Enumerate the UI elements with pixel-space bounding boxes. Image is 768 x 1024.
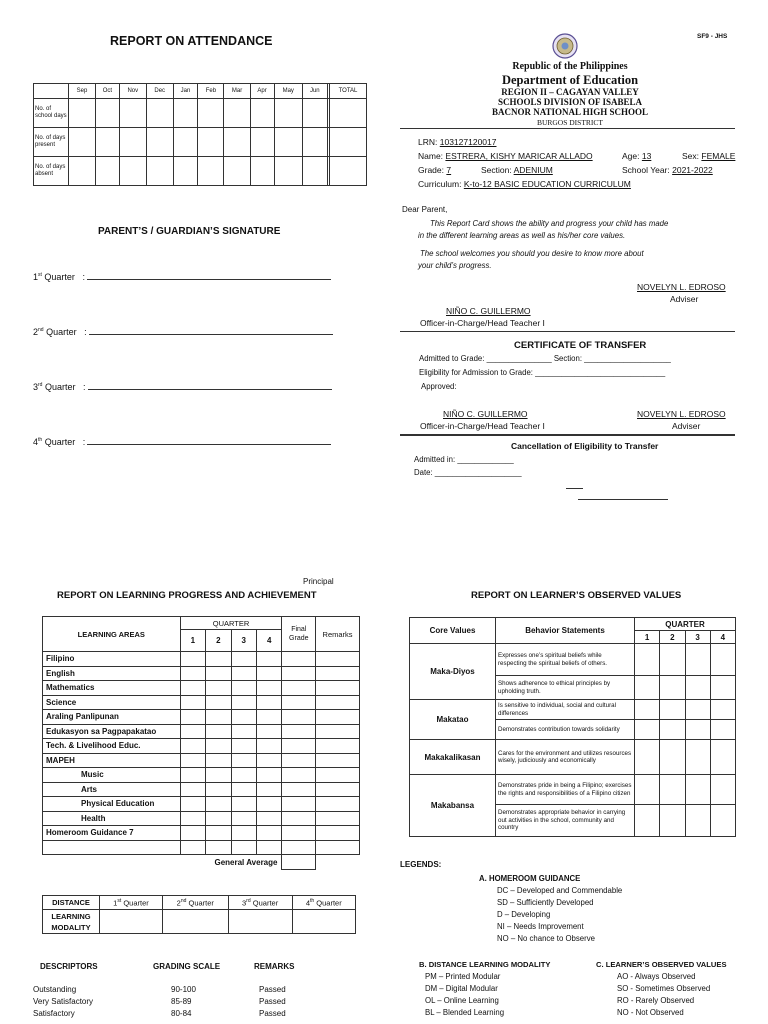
grade-remark: Passed	[259, 997, 286, 1006]
table-row: Science	[43, 695, 360, 710]
adviser-role: Adviser	[670, 294, 699, 304]
signature-line-q2[interactable]: 2nd Quarter :	[33, 327, 333, 337]
letter-line: in the different learning areas as well as his/her core values.	[418, 231, 626, 240]
attendance-row-label: No. of days absent	[34, 157, 69, 186]
month-header: Jun	[302, 84, 327, 99]
letter-line: The school welcomes you should you desire to know more about	[420, 249, 644, 258]
attendance-row-label: No. of days present	[34, 128, 69, 157]
table-row: Music	[43, 768, 360, 783]
general-average-row: General Average	[43, 855, 360, 870]
table-row: Filipino	[43, 652, 360, 667]
header-core-values: Core Values	[410, 618, 496, 644]
modality-q3: 3rd Quarter	[228, 896, 292, 910]
attendance-row-label: No. of school days	[34, 99, 69, 128]
parent-signature-title: PARENT’S / GUARDIAN’S SIGNATURE	[98, 226, 281, 237]
attendance-table	[33, 83, 367, 186]
table-row	[43, 840, 360, 855]
legend-a-title: A. HOMEROOM GUIDANCE	[479, 874, 581, 883]
behavior-statement: Is sensitive to individual, social and cultural differences	[496, 700, 635, 720]
behavior-statement: Demonstrates contribution towards solidarity	[496, 720, 635, 740]
behavior-statement: Shows adherence to ethical principles by upholding truth.	[496, 676, 635, 700]
school-line: BACNOR NATIONAL HIGH SCHOOL	[491, 107, 649, 117]
core-value: Maka-Diyos	[410, 644, 496, 700]
grade-remark: Passed	[259, 1009, 286, 1018]
header-grading-scale: GRADING SCALE	[153, 962, 221, 971]
quarter-col: 2	[660, 631, 685, 644]
signature-line-q3[interactable]: 3rd Quarter :	[33, 382, 332, 392]
principal-label: Principal	[303, 577, 334, 586]
cancel-date: Date: ____________________	[414, 468, 522, 477]
legend-item: AO - Always Observed	[617, 972, 696, 981]
legend-item: NO – No chance to Observe	[497, 934, 595, 943]
modality-table	[42, 895, 356, 934]
quarter-col: 2	[206, 630, 231, 652]
age-field: Age: 13	[622, 151, 652, 161]
department-line: Department of Education	[501, 73, 639, 87]
behavior-statement: Cares for the environment and utilizes resources wisely, judiciously and economically	[496, 740, 635, 775]
legend-item: PM – Printed Modular	[425, 972, 501, 981]
head-role: Officer-in-Charge/Head Teacher I	[420, 318, 545, 328]
modality-q4: 4th Quarter	[292, 896, 355, 910]
school-year-field: School Year: 2021-2022	[622, 165, 713, 175]
signature-line	[578, 499, 668, 500]
header-descriptors: DESCRIPTORS	[40, 962, 98, 971]
header-remarks: REMARKS	[254, 962, 295, 971]
quarter-col: 4	[710, 631, 735, 644]
divider	[400, 128, 735, 129]
table-row: Araling Panlipunan	[43, 710, 360, 725]
values-title: REPORT ON LEARNER’S OBSERVED VALUES	[471, 590, 682, 601]
month-header: Dec	[146, 84, 173, 99]
modality-cell[interactable]	[228, 910, 292, 934]
signature-line-q4[interactable]: 4th Quarter :	[33, 437, 331, 447]
signature-line	[566, 488, 583, 489]
table-row: MAPEH	[43, 753, 360, 768]
legend-item: SO - Sometimes Observed	[617, 984, 711, 993]
form-code: SF9 - JHS	[697, 33, 728, 40]
quarter-col: 4	[257, 630, 282, 652]
modality-cell[interactable]	[100, 910, 163, 934]
legend-c-title: C. LEARNER’S OBSERVED VALUES	[596, 960, 727, 969]
letter-line: your child’s progress.	[418, 261, 492, 270]
modality-label: DISTANCE	[43, 896, 100, 910]
header-behavior: Behavior Statements	[496, 618, 635, 644]
quarter-col: 1	[635, 631, 660, 644]
month-header: Apr	[250, 84, 274, 99]
attendance-title: REPORT ON ATTENDANCE	[110, 34, 273, 48]
table-row: English	[43, 666, 360, 681]
legend-item: NO - Not Observed	[617, 1008, 684, 1017]
header-remarks: Remarks	[316, 617, 360, 652]
learning-title: REPORT ON LEARNING PROGRESS AND ACHIEVEMENT	[57, 590, 317, 601]
legend-item: SD – Sufficiently Developed	[497, 898, 594, 907]
name-field: Name: ESTRERA, KISHY MARICAR ALLADO	[418, 151, 593, 161]
legend-item: NI – Needs Improvement	[497, 922, 584, 931]
transfer-title: CERTIFICATE OF TRANSFER	[514, 340, 647, 351]
modality-q1: 1st Quarter	[100, 896, 163, 910]
division-line: SCHOOLS DIVISION OF ISABELA	[498, 97, 642, 107]
month-header: Feb	[198, 84, 224, 99]
adviser-role: Adviser	[672, 421, 701, 431]
month-header: Mar	[224, 84, 250, 99]
header-quarter: QUARTER	[180, 617, 282, 630]
header-quarter: QUARTER	[635, 618, 736, 631]
core-value: Makatao	[410, 700, 496, 740]
legend-item: DM – Digital Modular	[425, 984, 498, 993]
head-name: NIÑO C. GUILLERMO	[446, 306, 531, 316]
month-header: May	[274, 84, 302, 99]
legend-item: BL – Blended Learning	[425, 1008, 505, 1017]
quarter-col: 3	[231, 630, 256, 652]
legend-item: DC – Developed and Commendable	[497, 886, 623, 895]
cancel-admitted: Admitted in: _____________	[414, 455, 514, 464]
divider	[400, 434, 735, 436]
transfer-approved: Approved:	[421, 382, 457, 391]
month-header: Oct	[95, 84, 119, 99]
divider	[400, 331, 735, 332]
table-row: Tech. & Livelihood Educ.	[43, 739, 360, 754]
grade-field: Grade: 7	[418, 165, 452, 175]
behavior-statement: Demonstrates pride in being a Filipino; exercises the rights and responsibilities of a Filipino citizen	[496, 775, 635, 805]
district-line: BURGOS DISTRICT	[536, 118, 604, 127]
grade-remark: Passed	[259, 985, 286, 994]
grade-descriptor: Very Satisfactory	[33, 997, 94, 1006]
modality-label: LEARNING MODALITY	[43, 910, 100, 934]
grade-descriptor: Satisfactory	[33, 1009, 75, 1018]
behavior-statement: Demonstrates appropriate behavior in carrying out activities in the school, community and country	[496, 805, 635, 837]
legend-item: RO - Rarely Observed	[617, 996, 695, 1005]
header-learning-areas: LEARNING AREAS	[43, 617, 181, 652]
learning-table	[42, 616, 360, 870]
table-row: Edukasyon sa Pagpapakatao	[43, 724, 360, 739]
table-row: Mathematics	[43, 681, 360, 696]
sex-field: Sex: FEMALE	[682, 151, 736, 161]
quarter-col: 1	[180, 630, 205, 652]
core-value: Makakalikasan	[410, 740, 496, 775]
cancel-title: Cancellation of Eligibility to Transfer	[511, 441, 659, 451]
values-table	[409, 617, 736, 837]
grade-descriptor: Outstanding	[33, 985, 77, 994]
month-header: TOTAL	[330, 84, 367, 99]
republic-line: Republic of the Philippines	[512, 61, 628, 72]
signature-line-q1[interactable]: 1st Quarter :	[33, 272, 331, 282]
modality-q2: 2nd Quarter	[162, 896, 228, 910]
section-field: Section: ADENIUM	[481, 165, 553, 175]
adviser-name: NOVELYN L. EDROSO	[637, 282, 726, 292]
head-name: NIÑO C. GUILLERMO	[443, 409, 528, 419]
modality-cell[interactable]	[162, 910, 228, 934]
header-final-grade: Final Grade	[282, 617, 316, 652]
grade-scale: 90-100	[171, 985, 196, 994]
grade-scale: 80-84	[171, 1009, 192, 1018]
table-row: Physical Education	[43, 797, 360, 812]
quarter-col: 3	[685, 631, 710, 644]
curriculum-field: Curriculum: K-to-12 BASIC EDUCATION CURRICULUM	[418, 179, 631, 189]
behavior-statement: Expresses one’s spiritual beliefs while respecting the spiritual beliefs of others.	[496, 644, 635, 676]
table-row: Homeroom Guidance 7	[43, 826, 360, 841]
region-line: REGION II – CAGAYAN VALLEY	[501, 87, 639, 97]
legend-b-title: B. DISTANCE LEARNING MODALITY	[419, 960, 551, 969]
table-row: Arts	[43, 782, 360, 797]
lrn-field: LRN: 103127120017	[418, 137, 497, 147]
adviser-name: NOVELYN L. EDROSO	[637, 409, 726, 419]
legend-item: D – Developing	[497, 910, 551, 919]
grade-scale: 85-89	[171, 997, 192, 1006]
table-row: Health	[43, 811, 360, 826]
core-value: Makabansa	[410, 775, 496, 837]
head-role: Officer-in-Charge/Head Teacher I	[420, 421, 545, 431]
month-header: Nov	[119, 84, 146, 99]
legend-item: OL – Online Learning	[425, 996, 499, 1005]
transfer-admitted: Admitted to Grade: _______________ Section: ____________________	[419, 354, 671, 363]
transfer-eligibility: Eligibility for Admission to Grade: ______________________________	[419, 368, 666, 377]
letter-line: This Report Card shows the ability and progress your child has made	[430, 219, 669, 228]
month-header: Jan	[173, 84, 198, 99]
deped-seal-icon	[552, 33, 578, 59]
month-header: Sep	[69, 84, 96, 99]
letter-greeting: Dear Parent,	[402, 205, 448, 214]
modality-cell[interactable]	[292, 910, 355, 934]
legends-title: LEGENDS:	[400, 860, 442, 869]
